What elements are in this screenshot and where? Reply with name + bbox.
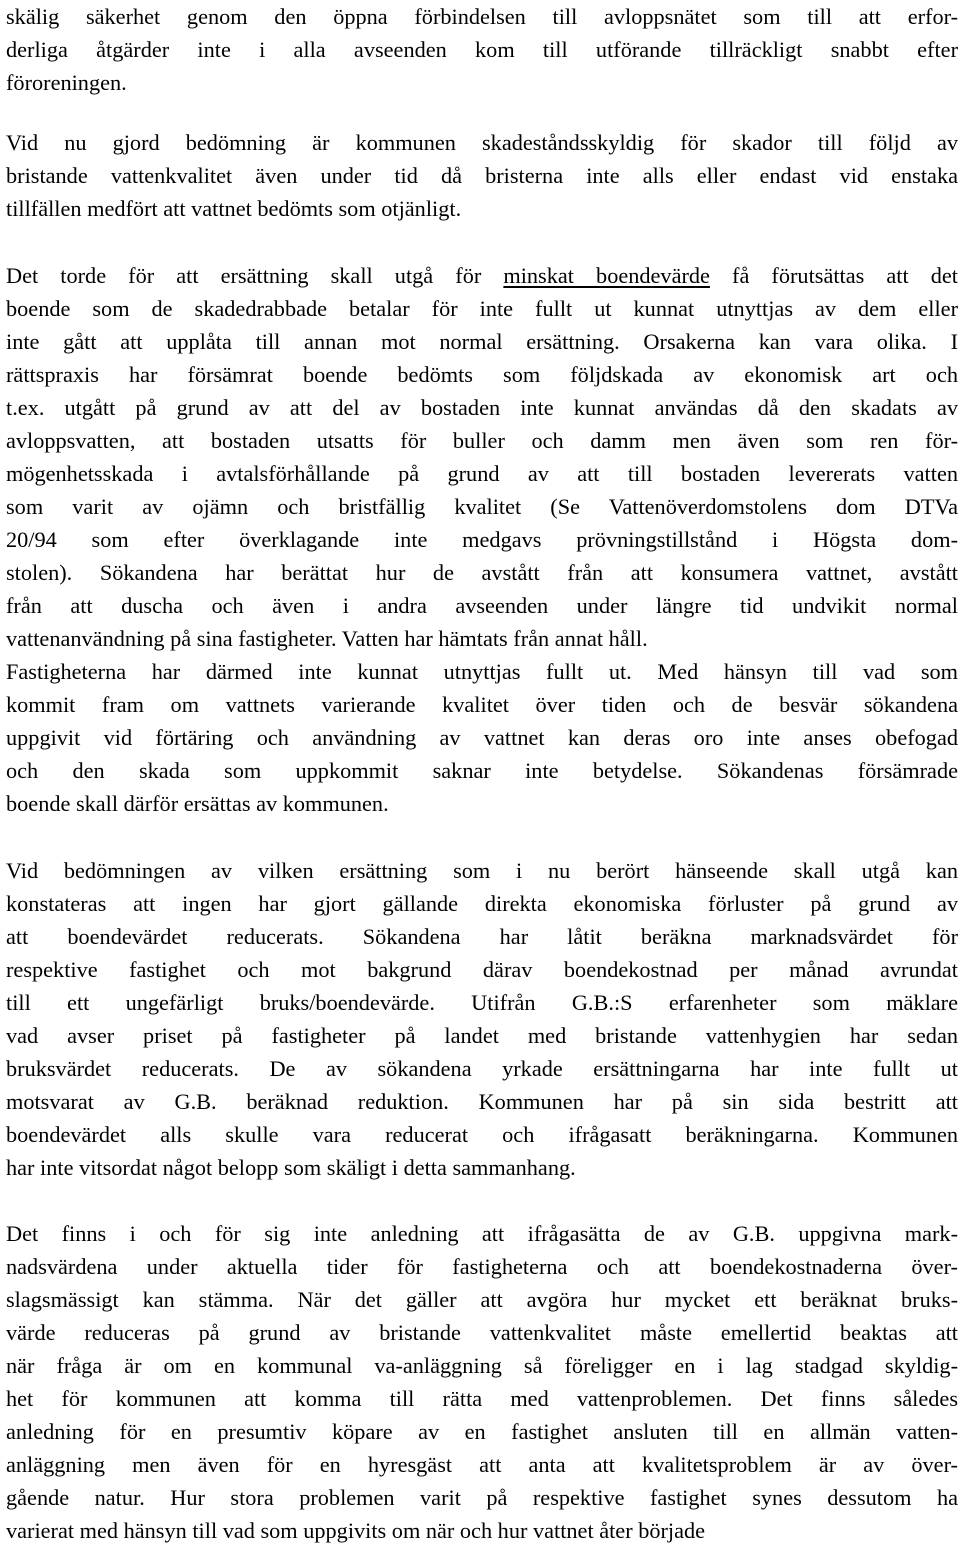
text-line: het för kommunen att komma till rätta med vattenproblemen. Det finns således: [6, 1386, 958, 1411]
text-line: vattenanvändning på sina fastigheter. Vatten har hämtats från annat håll.: [6, 626, 648, 651]
text-line: som varit av ojämn och bristfällig kvalitet (Se Vattenöverdomstolens dom DTVa: [6, 494, 958, 519]
text-line: t.ex. utgått på grund av att del av bostaden inte kunnat användas då den skadats av: [6, 395, 958, 420]
text-line: kommit fram om vattnets varierande kvalitet över tiden och de besvär sökandena: [6, 692, 958, 717]
paragraph: [6, 126, 958, 225]
text-line: och den skada som uppkommit saknar inte betydelse. Sökandenas försämrade: [6, 758, 958, 783]
text-line: har inte vitsordat något belopp som skäligt i detta sammanhang.: [6, 1155, 576, 1180]
text-line: anledning för en presumtiv köpare av en fastighet ansluten till en allmän vatten-: [6, 1419, 958, 1444]
text-line: värde reduceras på grund av bristande vattenkvalitet måste emellertid beaktas att: [6, 1320, 958, 1345]
paragraph: [6, 1217, 958, 1547]
paragraph: [6, 0, 958, 99]
text-line: bruksvärdet reducerats. De av sökandena yrkade ersättningarna har inte fullt ut: [6, 1056, 958, 1081]
text-line: stolen). Sökandena har berättat hur de avstått från att konsumera vattnet, avstått: [6, 560, 958, 585]
text-line: Det finns i och för sig inte anledning att ifrågasätta de av G.B. uppgivna mark-: [6, 1221, 958, 1246]
text-line: skälig säkerhet genom den öppna förbindelsen till avloppsnätet som till att erfor-: [6, 4, 958, 29]
text-line: respektive fastighet och mot bakgrund därav boendekostnad per månad avrundat: [6, 957, 958, 982]
text-line: gående natur. Hur stora problemen varit på respektive fastighet synes dessutom ha: [6, 1485, 958, 1510]
text-line: Vid bedömningen av vilken ersättning som i nu berört hänseende skall utgå kan: [6, 858, 958, 883]
text-line: mögenhetsskada i avtalsförhållande på grund av att till bostaden levererats vatten: [6, 461, 958, 486]
text-line: rättspraxis har försämrat boende bedömts som följdskada av ekonomisk art och: [6, 362, 958, 387]
text-segment: Det torde för att ersättning skall utgå för: [6, 263, 504, 288]
text-line: föroreningen.: [6, 70, 127, 95]
text-line: konstateras att ingen har gjort gällande direkta ekonomiska förluster på grund av: [6, 891, 958, 916]
text-line: anläggning men även för en hyresgäst att anta att kvalitetsproblem är av över-: [6, 1452, 958, 1477]
text-line: inte gått att upplåta till annan mot normal ersättning. Orsakerna kan vara olika. I: [6, 329, 958, 354]
text-segment: få förutsättas att det: [709, 263, 958, 288]
text-line: varierat med hänsyn till vad som uppgivits om när och hur vattnet åter började: [6, 1518, 706, 1543]
text-line: motsvarat av G.B. beräknad reduktion. Kommunen har på sin sida bestritt att: [6, 1089, 958, 1114]
text-line: Vid nu gjord bedömning är kommunen skadeståndsskyldig för skador till följd av: [6, 130, 958, 155]
text-line: tillfällen medfört att vattnet bedömts som otjänligt.: [6, 196, 462, 221]
text-line: boende som de skadedrabbade betalar för inte fullt ut kunnat utnyttjas av dem eller: [6, 296, 958, 321]
text-line: boendevärdet alls skulle vara reducerat och ifrågasatt beräkningarna. Kommunen: [6, 1122, 958, 1147]
paragraph: [6, 259, 958, 820]
text-line: 20/94 som efter överklagande inte medgavs prövningstillstånd i Högsta dom-: [6, 527, 958, 552]
text-line: slagsmässigt kan stämma. När det gäller att avgöra hur mycket ett beräknat bruks-: [6, 1287, 958, 1312]
text-line: boende skall därför ersättas av kommunen.: [6, 791, 389, 816]
text-line: när fråga är om en kommunal va-anläggning så föreligger en i lag stadgad skyldig-: [6, 1353, 958, 1378]
text-line: [6, 259, 958, 292]
text-line: till ett ungefärligt bruks/boendevärde. Utifrån G.B.:S erfarenheter som mäklare: [6, 990, 958, 1015]
text-line: bristande vattenkvalitet även under tid då bristerna inte alls eller endast vid enstaka: [6, 163, 958, 188]
text-line: vad avser priset på fastigheter på landet med bristande vattenhygien har sedan: [6, 1023, 958, 1048]
text-line: nadsvärdena under aktuella tider för fastigheterna och att boendekostnaderna över-: [6, 1254, 958, 1279]
text-line: Fastigheterna har därmed inte kunnat utnyttjas fullt ut. Med hänsyn till vad som: [6, 659, 958, 684]
underlined-term: minskat boendevärde: [503, 263, 710, 288]
text-line: derliga åtgärder inte i alla avseenden kom till utförande tillräckligt snabbt efter: [6, 37, 958, 62]
text-line: uppgivit vid förtäring och användning av vattnet kan deras oro inte anses obefogad: [6, 725, 958, 750]
text-line: att boendevärdet reducerats. Sökandena har låtit beräkna marknadsvärdet för: [6, 924, 958, 949]
text-line: från att duscha och även i andra avseenden under längre tid undvikit normal: [6, 593, 958, 618]
paragraph: [6, 854, 958, 1184]
text-line: avloppsvatten, att bostaden utsatts för buller och damm men även som ren för-: [6, 428, 958, 453]
